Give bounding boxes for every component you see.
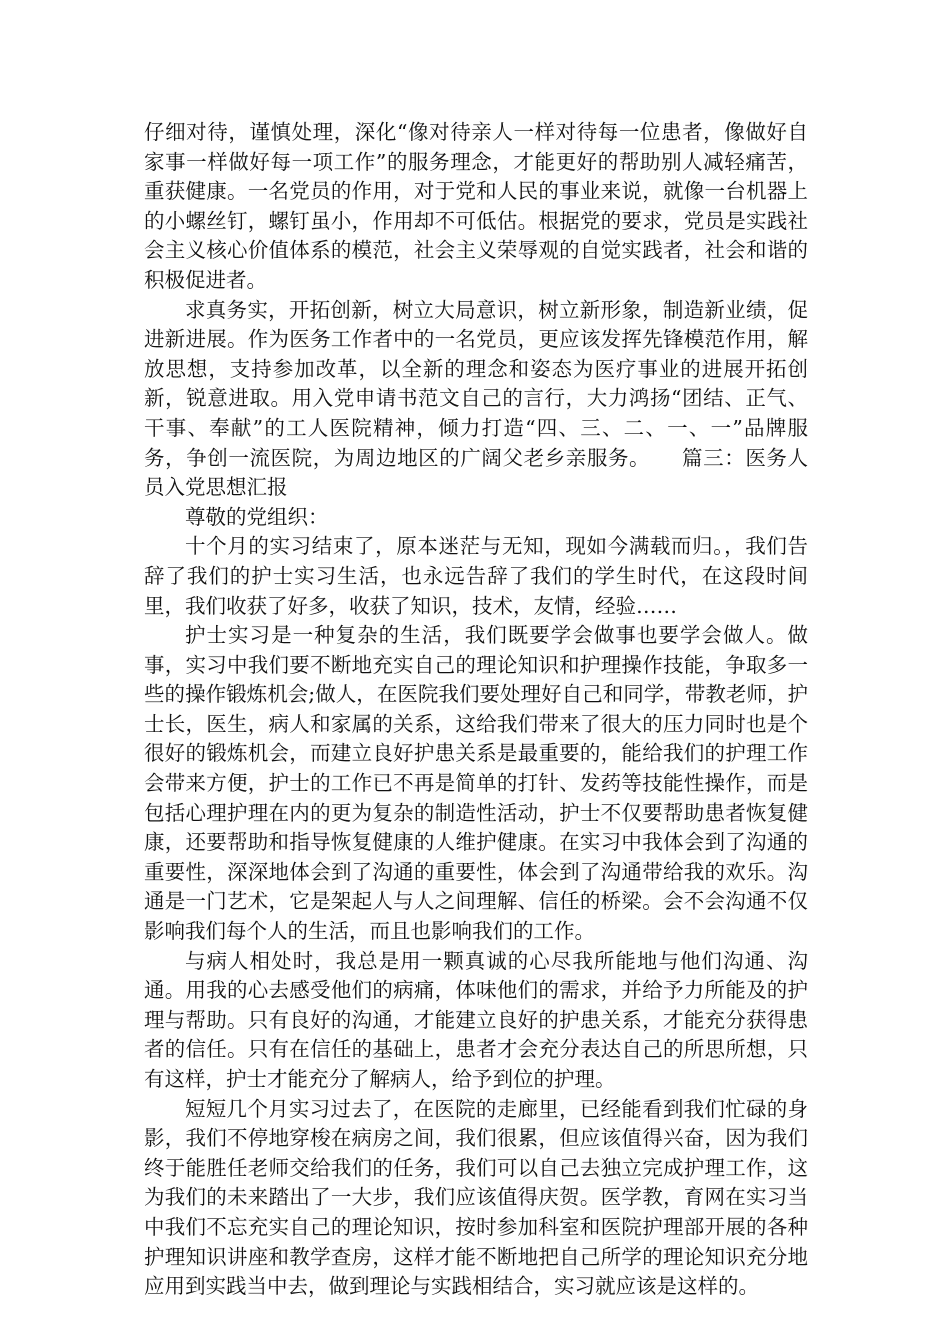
paragraph-1: 仔细对待，谨慎处理，深化“像对待亲人一样对待每一位患者，像做好自家事一样做好每一项工作”的服务理念，才能更好的帮助别人减轻痛苦，重获健康。一名党员的作用，对于党和人民的事业来说，就像一台机器上的小螺丝钉，螺钉虽小，作用却不可低估。根据党的要求，党员是实践社会主义核心价值体系的模范，社会主义荣辱观的自觉实践者，社会和谐的积极促进者。 bbox=[144, 120, 808, 292]
paragraph-5: 与病人相处时，我总是用一颗真诚的心尽我所能地与他们沟通、沟通。用我的心去感受他们的病痛，体味他们的需求，并给予力所能及的护理与帮助。只有良好的沟通，才能建立良好的护患关系，才能充分获得患者的信任。只有在信任的基础上，患者才会充分表达自己的所思所想，只有这样，护士才能充分了解病人，给予到位的护理。 bbox=[144, 948, 808, 1091]
salutation: 尊敬的党组织： bbox=[185, 504, 329, 529]
paragraph-2: 求真务实，开拓创新，树立大局意识，树立新形象，制造新业绩，促进新进展。作为医务工作者中的一名党员，更应该发挥先锋模范作用，解放思想，支持参加改革，以全新的理念和姿态为医疗事业的进展开拓创新，锐意进取。用入党申请书范文自己的言行，大力鸿扬“团结、正气、干事、奉献”的工人医院精神，倾力打造“四、三、二、一、一”品牌服务，争创一流医院，为周边地区的广阔父老乡亲服务。 篇三：医务人员入党思想汇报 bbox=[144, 297, 808, 500]
document-body bbox=[144, 118, 808, 1302]
paragraph-3: 十个月的实习结束了，原本迷茫与无知，现如今满载而归。，我们告辞了我们的护士实习生活，也永远告辞了我们的学生时代，在这段时间里，我们收获了好多，收获了知识，技术，友情，经验…… bbox=[144, 534, 808, 618]
paragraph-6: 短短几个月实习过去了，在医院的走廊里，已经能看到我们忙碌的身影，我们不停地穿梭在病房之间，我们很累，但应该值得兴奋，因为我们终于能胜任老师交给我们的任务，我们可以自己去独立完成护理工作，这为我们的未来踏出了一大步，我们应该值得庆贺。医学教，育网在实习当中我们不忘充实自己的理论知识，按时参加科室和医院护理部开展的各种护理知识讲座和教学查房，这样才能不断地把自己所学的理论知识充分地应用到实践当中去，做到理论与实践相结合，实习就应该是这样的。 bbox=[144, 1096, 808, 1299]
paragraph-4: 护士实习是一种复杂的生活，我们既要学会做事也要学会做人。做事，实习中我们要不断地充实自己的理论知识和护理操作技能，争取多一些的操作锻炼机会;做人，在医院我们要处理好自己和同学，带教老师，护士长，医生，病人和家属的关系，这给我们带来了很大的压力同时也是个很好的锻炼机会，而建立良好护患关系是最重要的，能给我们的护理工作会带来方便，护士的工作已不再是简单的打针、发药等技能性操作，而是包括心理护理在内的更为复杂的制造性活动，护士不仅要帮助患者恢复健康，还要帮助和指导恢复健康的人维护健康。在实习中我体会到了沟通的重要性，深深地体会到了沟通的重要性，体会到了沟通带给我的欢乐。沟通是一门艺术，它是架起人与人之间理解、信任的桥梁。会不会沟通不仅影响我们每个人的生活，而且也影响我们的工作。 bbox=[144, 623, 808, 944]
